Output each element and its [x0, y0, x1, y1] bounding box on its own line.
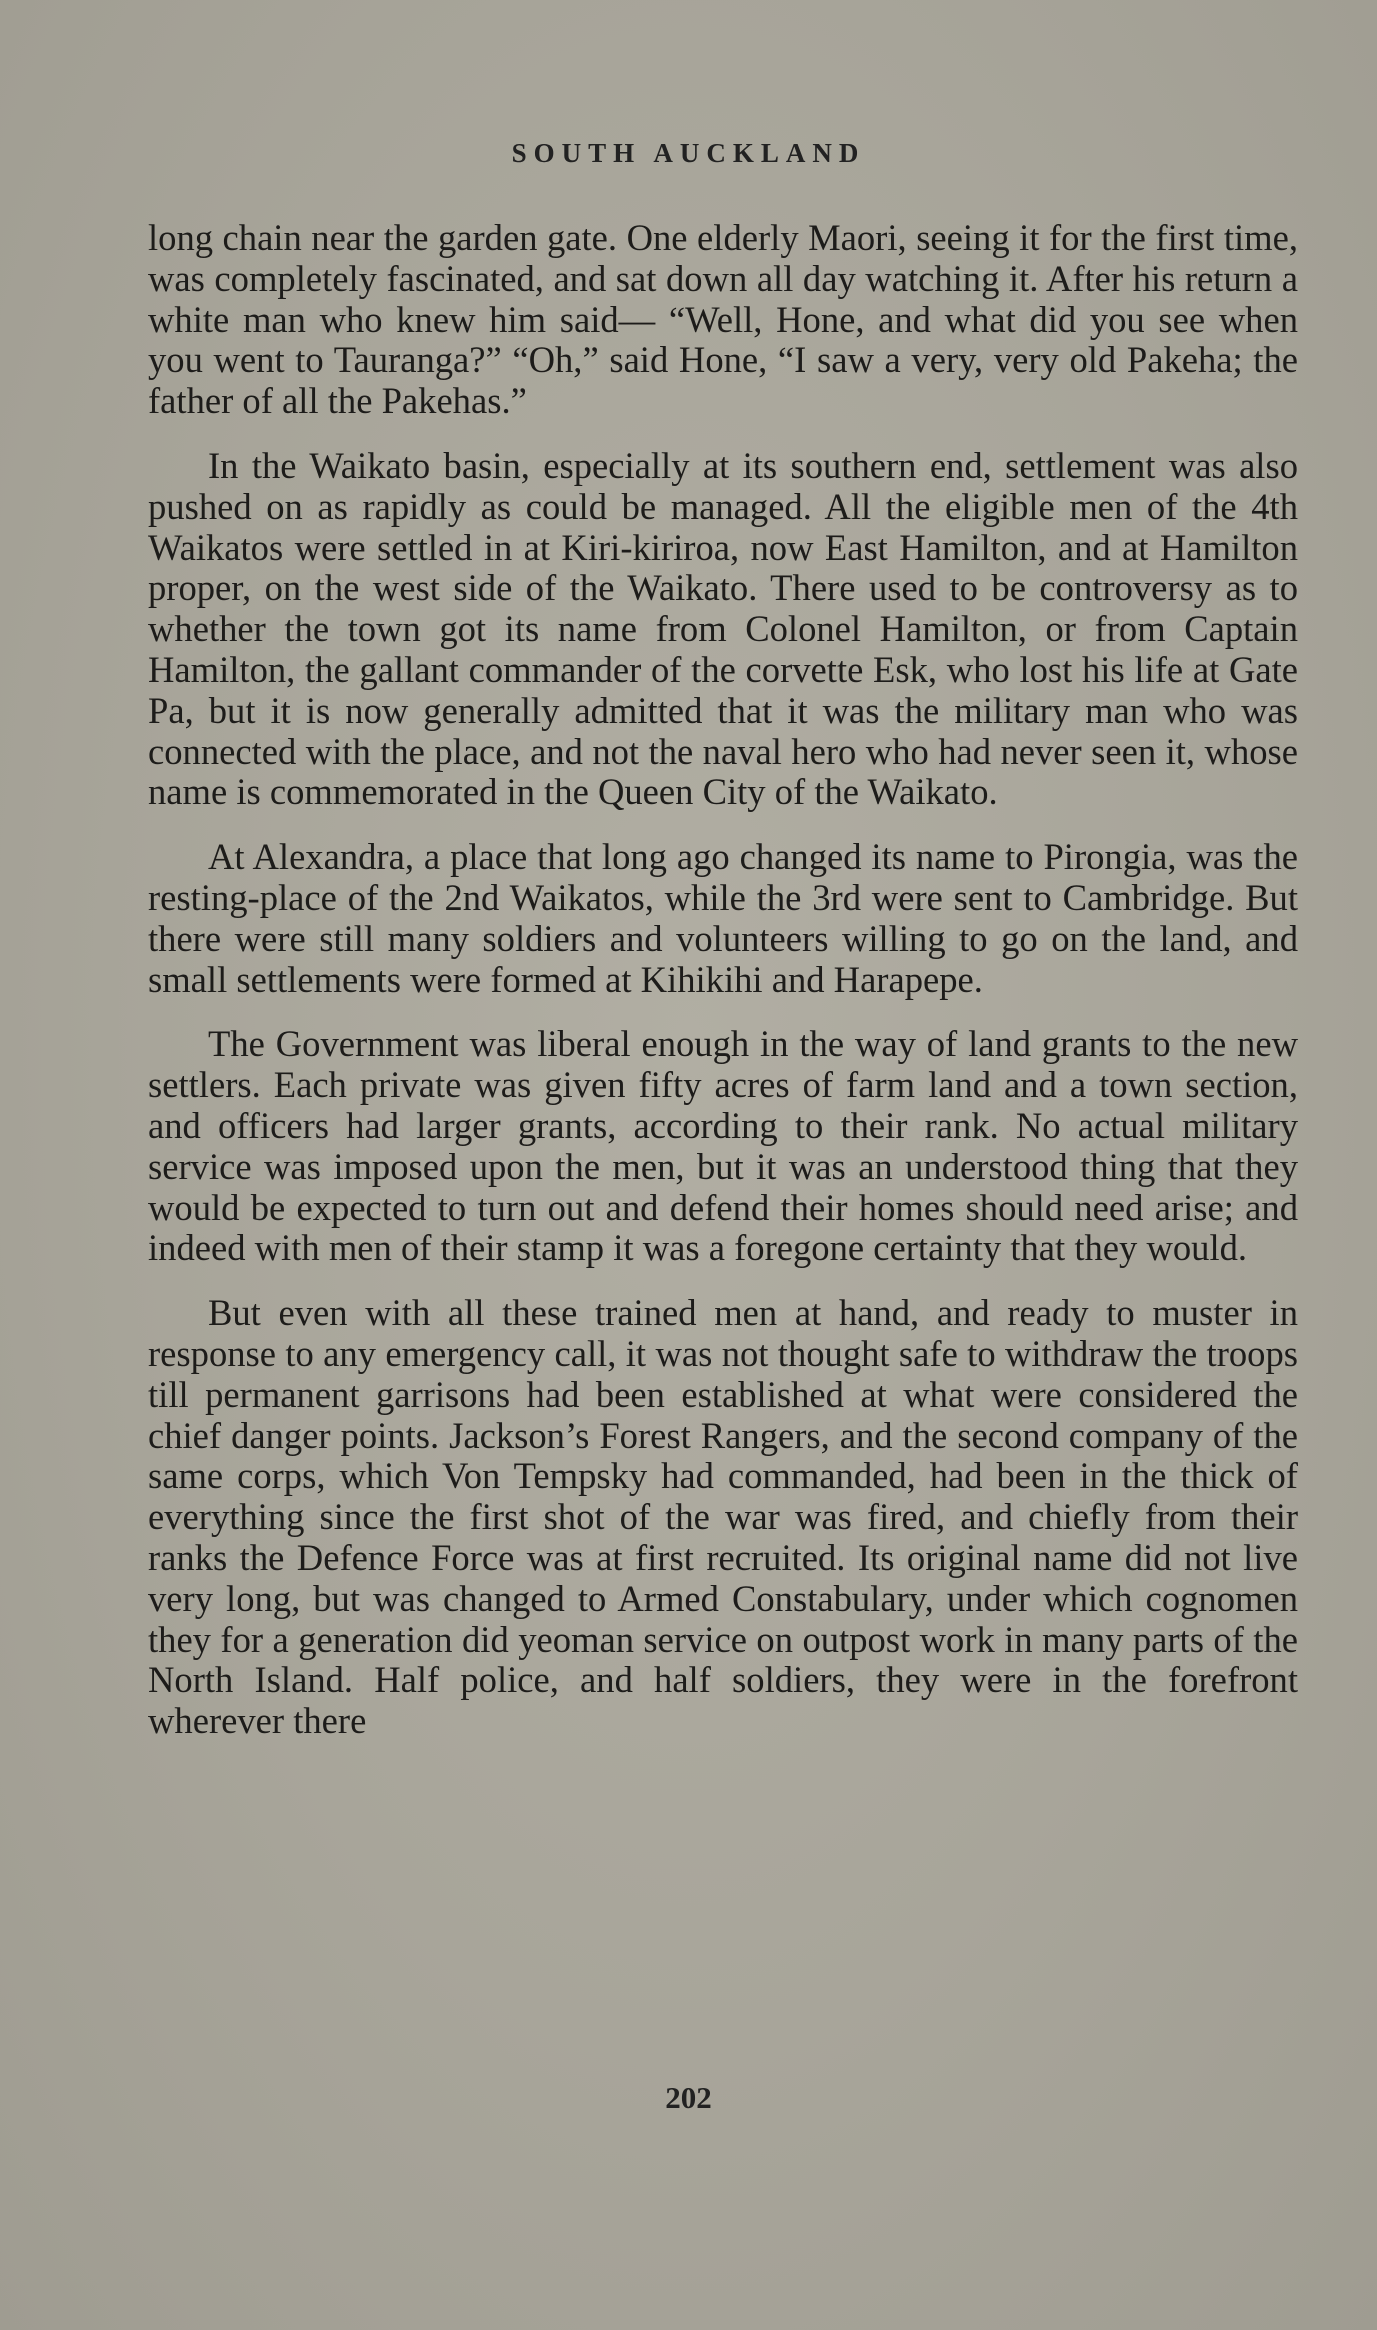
- running-head: SOUTH AUCKLAND: [511, 138, 866, 168]
- paragraph-3: At Alexandra, a place that long ago changed its name to Pirongia, was the resting-place of the 2nd Waikatos, while the 3rd were sent to Cambridge. But there were still many soldiers and volunteers willing to go on the land, and small settlements were formed at Kihikihi and Harapepe.: [148, 836, 1298, 1000]
- paragraph-1: long chain near the garden gate. One elderly Maori, seeing it for the first time, was completely fascinated, and sat down all day watching it. After his return a white man who knew him said— “Well, Hone, and what did you see when you went to Tauranga?” “Oh,” said Hone, “I saw a very, very old Pakeha; the father of all the Pakehas.”: [148, 217, 1298, 422]
- paragraph-2: In the Waikato basin, especially at its southern end, settlement was also pushed on as rapidly as could be managed. All the eligible men of the 4th Waikatos were settled in at Kiri-kiriroa, now East Hamilton, and at Hamilton proper, on the west side of the Waikato. There used to be controversy as to whether the town got its name from Colonel Hamilton, or from Captain Hamilton, the gallant commander of the corvette Esk, who lost his life at Gate Pa, but it is now generally admitted that it was the military man who was connected with the place, and not the naval hero who had never seen it, whose name is commemorated in the Queen City of the Waikato.: [148, 444, 1298, 813]
- paragraph-5: But even with all these trained men at hand, and ready to muster in response to any emergency call, it was not thought safe to withdraw the troops till permanent garrisons had been established at what were considered the chief danger points. Jackson’s Forest Rangers, and the second company of the same corps, which Von Tempsky had commanded, had been in the thick of everything since the first shot of the war was fired, and chiefly from their ranks the Defence Force was at first recruited. Its original name did not live very long, but was changed to Armed Constabulary, under which cognomen they for a generation did yeoman service on outpost work in many parts of the North Island. Half police, and half soldiers, they were in the forefront wherever there: [148, 1292, 1298, 1742]
- paragraph-4: The Government was liberal enough in the way of land grants to the new settlers. Each private was given fifty acres of farm land and a town section, and officers had larger grants, according to their rank. No actual military service was imposed upon the men, but it was an understood thing that they would be expected to turn out and defend their homes should need arise; and indeed with men of their stamp it was a foregone certainty that they would.: [148, 1023, 1298, 1269]
- page-number: 202: [665, 2080, 712, 2115]
- body-text: [148, 218, 1298, 1742]
